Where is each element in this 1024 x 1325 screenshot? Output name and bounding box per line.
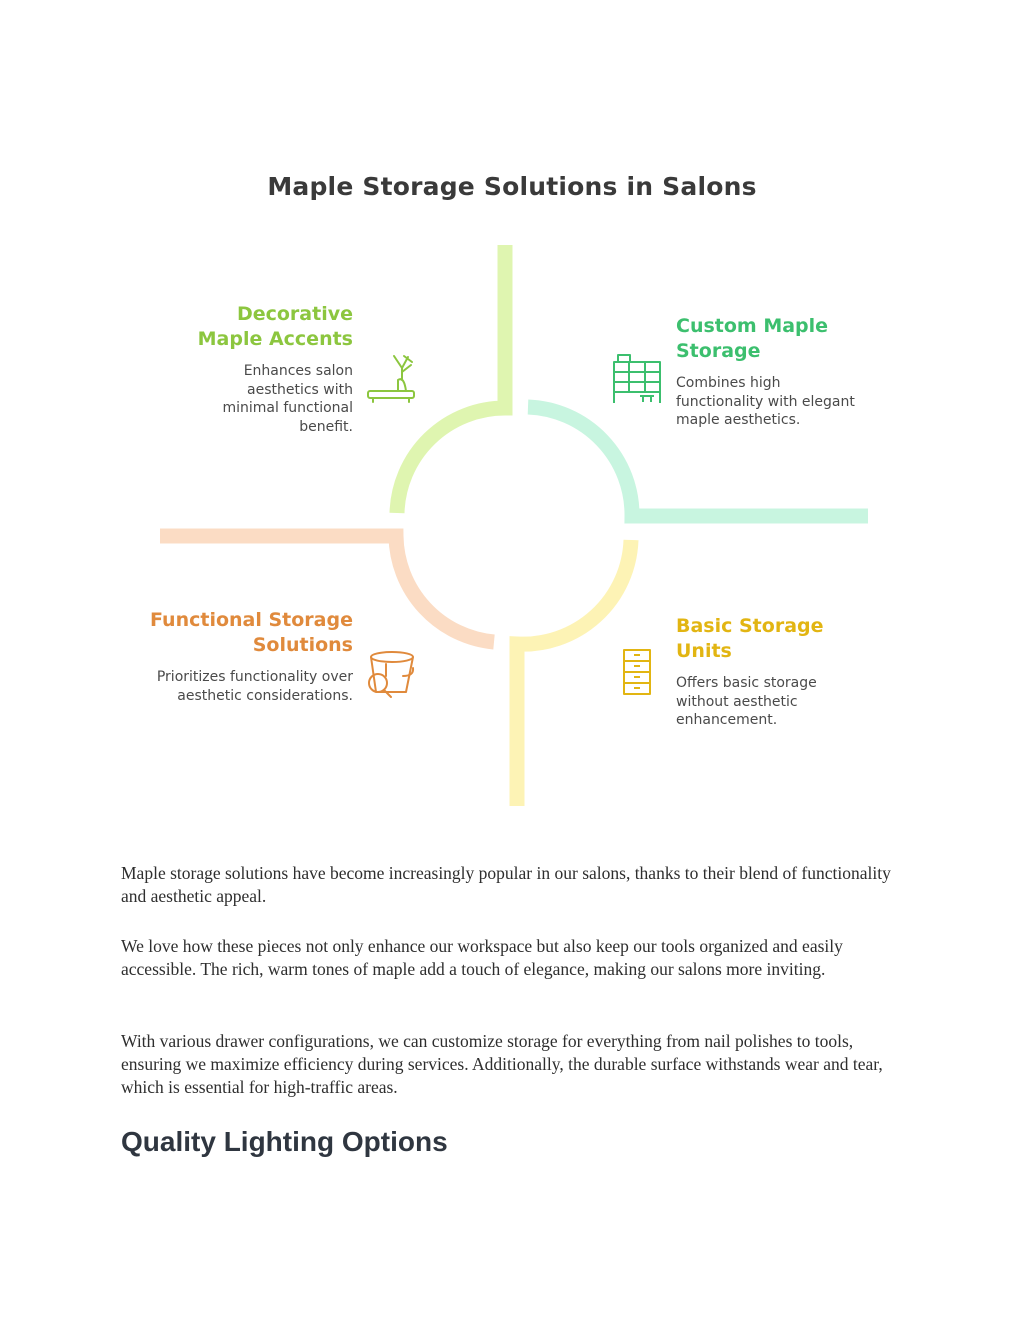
paragraph: Maple storage solutions have become increasingly popular in our salons, thanks to their blend of functionality and aesthetic appeal. bbox=[121, 863, 891, 906]
quadrant-description: Prioritizes functionality over aesthetic considerations. bbox=[156, 669, 353, 704]
quadrant-description: Combines high functionality with elegant maple aesthetics. bbox=[676, 375, 855, 428]
figure-title: Maple Storage Solutions in Salons bbox=[267, 172, 757, 201]
quadrant-bottom-right bbox=[676, 614, 866, 730]
quadrant-description: Enhances salon aesthetics with minimal functional benefit. bbox=[222, 363, 353, 435]
plant-shelf-icon bbox=[368, 356, 414, 402]
quadrant-band-bottom-right bbox=[517, 540, 631, 806]
quadrant-description: Offers basic storage without aesthetic enhancement. bbox=[676, 675, 817, 728]
quadrant-band-top-left bbox=[397, 245, 505, 513]
section-heading: Quality Lighting Options bbox=[121, 1126, 448, 1157]
quadrant-title: Basic Storage Units bbox=[676, 615, 824, 662]
paragraph: With various drawer configurations, we can customize storage for everything from nail polishes to tools, ensuring we maximize efficiency during services. Additionally, the durable surface withstands wear and tear, which is essential for high-traffic areas. bbox=[121, 1031, 883, 1097]
bucket-magnifier-icon bbox=[369, 652, 413, 697]
quadrant-title: Decorative Maple Accents bbox=[197, 303, 353, 350]
quadrant-title: Functional Storage Solutions bbox=[150, 609, 353, 656]
drawer-unit-icon bbox=[624, 650, 650, 694]
quadrant-bottom-left bbox=[130, 608, 353, 705]
quadrant-top-left bbox=[190, 302, 353, 436]
quadrant-title: Custom Maple Storage bbox=[676, 315, 829, 362]
paragraph: We love how these pieces not only enhance our workspace but also keep our tools organized and easily accessible. The rich, warm tones of maple add a touch of elegance, making our salons more inviting. bbox=[121, 936, 843, 979]
quadrant-top-right bbox=[676, 314, 866, 430]
cabinet-icon bbox=[614, 355, 660, 403]
